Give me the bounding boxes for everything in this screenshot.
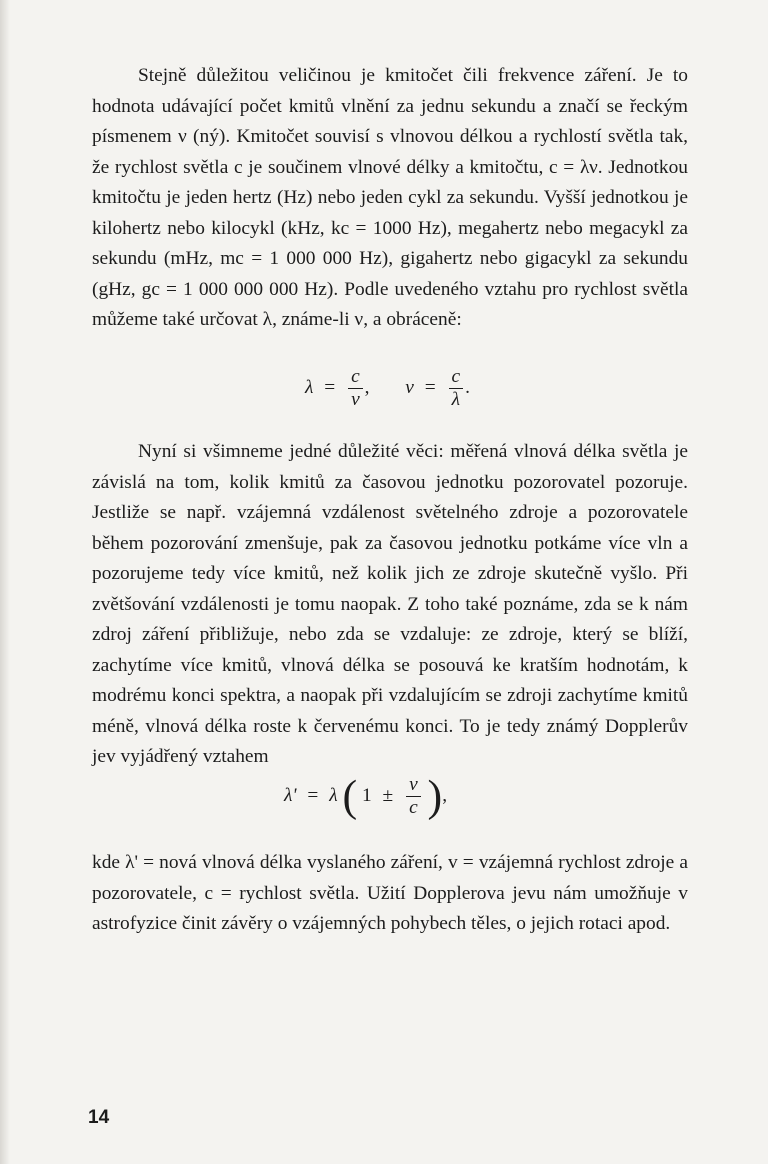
fraction-v-over-c [406, 774, 421, 819]
fraction-denominator: ν [351, 389, 360, 410]
page-edge-shadow [0, 0, 10, 1164]
formula-plus-minus: ± [382, 784, 394, 806]
page-number: 14 [88, 1107, 110, 1128]
paragraph-1-text: Stejně důležitou veličinou je kmitočet čili frekvence záření. Je to hodnota udávající počet kmitů vlnění za jednu sekundu a značí se řeckým písmenem ν (ný). Kmitočet souvisí s vlnovou délkou a rychlostí světla tak, že rychlost světla c je součinem vlnové délky a kmitočtu, c = λν. Jednotkou kmitočtu je jeden hertz (Hz) nebo jeden cykl za sekundu. Vyšší jednotkou je kilohertz nebo kilocykl (kHz, kc = 1000 Hz), megahertz nebo megacykl za sekundu (mHz, mc = 1 000 000 Hz), gigahertz nebo gigacykl za sekundu (gHz, gc = 1 000 000 000 Hz). Podle uvedeného vztahu pro rychlost světla můžeme také určovat λ, známe-li ν, a obráceně: [92, 65, 688, 330]
paragraph-2-text: Nyní si všimneme jedné důležité věci: měřená vlnová délka světla je závislá na tom, kolik kmitů za časovou jednotku pozorovatel pozoruje. Jestliže se např. vzájemná vzdálenost světelného zdroje a pozorovatele během pozorování zmenšuje, pak za časovou jednotku potkáme více vln a pozorujeme tedy více kmitů, než kolik jich ze zdroje skutečně vyšlo. Při zvětšování vzdálenosti je tomu naopak. Z toho také poznáme, zda se k nám zdroj záření přibližuje, nebo zda se vzdaluje: ze zdroje, který se blíží, zachytíme více kmitů, vlnová délka se posouvá ke kratším hodnotám, k modrému konci spektra, a naopak při vzdalujícím se zdroji zachytíme kmitů méně, vlnová délka roste k červenému konci. To je tedy známý Dopplerův jev vyjádřený vztahem [92, 441, 688, 767]
formula-open-paren: ( [342, 771, 358, 821]
fraction-c-over-nu [348, 366, 363, 411]
formula-lambda: λ [305, 376, 314, 398]
formula-comma: , [364, 376, 370, 398]
fraction-numerator-3: v [406, 774, 421, 797]
formula-lambda-prime: λ' [284, 784, 297, 806]
formula-equals-2: = [424, 376, 436, 398]
fraction-numerator-2: c [449, 366, 464, 389]
paragraph-frequency [92, 61, 688, 336]
formula-close-paren: ) [427, 771, 443, 821]
formula-comma-2: , [442, 784, 448, 806]
formula-equals-3: = [307, 784, 319, 806]
fraction-denominator-2: λ [451, 389, 461, 410]
formula-doppler [284, 771, 484, 844]
fraction-numerator: c [348, 366, 363, 389]
paragraph-doppler [92, 437, 688, 773]
formula-nu: ν [405, 376, 414, 398]
paragraph-3-text: kde λ' = nová vlnová délka vyslaného záření, v = vzájemná rychlost zdroje a pozorovatele, c = rychlost světla. Užití Dopplerova jevu nám umožňuje v astrofyzice činit závěry o vzájemných pohybech těles, o jejich rotaci apod. [92, 852, 688, 934]
formula-lambda-factor: λ [329, 784, 338, 806]
formula-period: . [465, 376, 470, 398]
fraction-c-over-lambda [449, 366, 464, 411]
fraction-denominator-3: c [409, 797, 418, 818]
formula-equals: = [324, 376, 336, 398]
formula-one: 1 [361, 784, 372, 806]
paragraph-definitions [92, 848, 688, 940]
formula-wavelength-frequency [305, 366, 505, 426]
